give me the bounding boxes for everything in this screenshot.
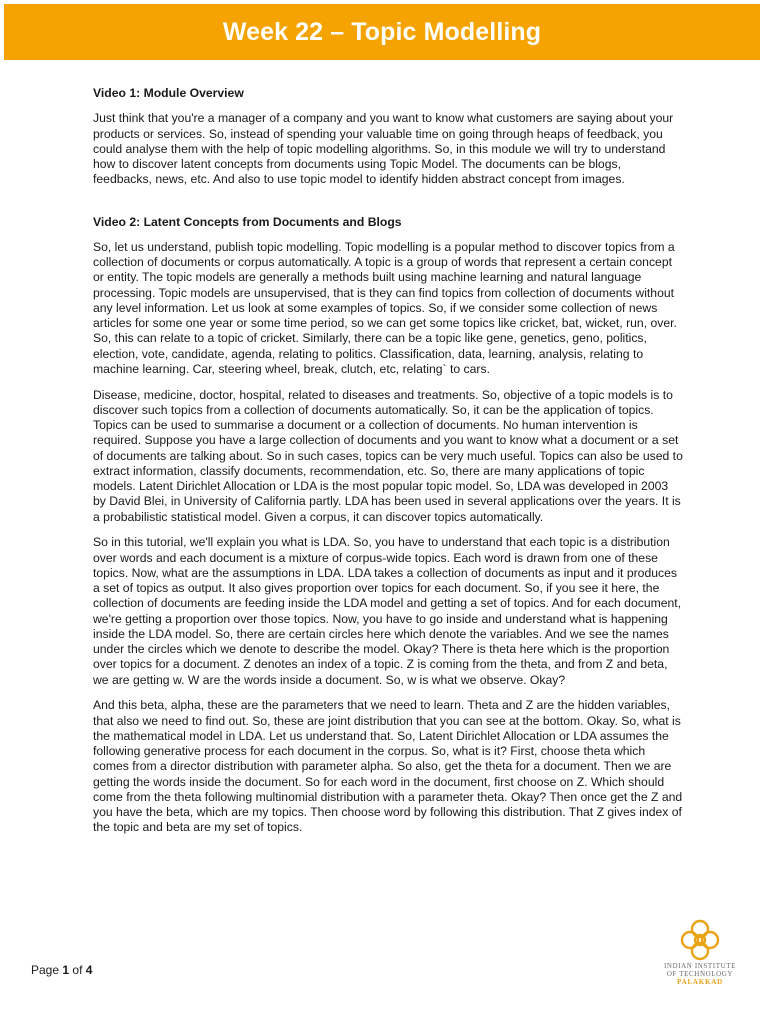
paragraph: So in this tutorial, we'll explain you what is LDA. So, you have to understand that each topic is a distribution over words and each document is a mixture of corpus-wide topics. Each word is drawn from one of these topics. Now, what are the assumptions in LDA. LDA takes a collection of documents as input and it produces a set of topics as output. It also gives proportion over topics for each document. So, if you see it here, the collection of documents are feeding inside the LDA model and getting a set of topics. And for each document, we're getting a proportion over those topics. Now, you have to go inside and understand what is happening inside the LDA model. So, there are certain circles here which denote the variables. And we see the names under the circles which we denote to describe the model. Okay? There is theta here which is the proportion over topics for a document. Z denotes an index of a topic. Z is coming from the theta, and from Z and beta, we are getting w. W are the words inside a document. So, w is what we observe. Okay? [93, 535, 682, 687]
title-banner [4, 4, 760, 60]
logo-line-1: INDIAN INSTITUTE [663, 962, 736, 970]
logo-line-3: PALAKKAD [677, 978, 723, 986]
section-heading-video-2: Video 2: Latent Concepts from Documents and Blogs [93, 214, 402, 229]
page-number [31, 963, 92, 977]
page-title: Week 22 – Topic Modelling [222, 17, 542, 46]
page-total: 4 [85, 963, 93, 977]
page-of: of [72, 963, 83, 977]
logo-line-2: OF TECHNOLOGY [666, 970, 734, 978]
paragraph: Disease, medicine, doctor, hospital, related to diseases and treatments. So, objective of a topic models is to discover such topics from a collection of documents automatically. So, it can be the application of topics. Topics can be used to summarise a document or a collection of documents. No human intervention is required. Suppose you have a large collection of documents and you want to know what a document or a set of documents are talking about. So in such cases, topics can be very much useful. Topics can also be used to extract information, classify documents, recommendation, etc. So, there are many applications of topic models. Latent Dirichlet Allocation or LDA is the most popular topic model. So, LDA was developed in 2003 by David Blei, in University of California partly. LDA has been used in several applications over the years. It is a probabilistic statistical model. Given a corpus, it can discover topics automatically. [93, 387, 683, 524]
section-heading-video-1: Video 1: Module Overview [93, 86, 244, 100]
paragraph: So, let us understand, publish topic modelling. Topic modelling is a popular method to discover topics from a collection of documents or corpus automatically. A topic is a group of words that represent a certain concept or entity. The topic models are generally a methods built using machine learning and natural language processing. Topic models are unsupervised, that is they can find topics from collection of documents without any level information. Let us look at some examples of topics. So, if we consider some collection of news articles for some one year or some time period, so we can get some topics like cricket, bat, wicket, run, over. So, this can relate to a topic of cricket. Similarly, there can be a topic like gene, genetics, geno, politics, election, vote, candidate, agenda, relating to politics. Classification, data, learning, analysis, relating to machine learning. Car, steering wheel, break, clutch, etc, relating` to cars. [93, 239, 677, 376]
knot-emblem-icon [676, 918, 724, 962]
document-body [93, 86, 683, 846]
paragraph: Just think that you're a manager of a company and you want to know what customers are saying about your products or services. So, instead of spending your valuable time on going through heaps of feedback, you could analyse them with the help of topic modelling algorithms. So, in this module we will try to understand how to discover latent concepts from documents using Topic Model. The documents can be blogs, feedbacks, news, etc. And also to use topic model to identify hidden abstract concept from images. [93, 111, 674, 187]
page-prefix: Page [31, 963, 60, 977]
paragraph: And this beta, alpha, these are the parameters that we need to learn. Theta and Z are the hidden variables, that also we need to find out. So, these are joint distribution that you can see at the bottom. Okay. So, what is the mathematical model in LDA. Let us understand that. So, Latent Dirichlet Allocation or LDA assumes the following generative process for each document in the corpus. So, what is it? First, choose theta which comes from a director distribution with parameter alpha. So also, get the theta for a document. Then we are getting the words inside the document. So for each word in the document, first choose on Z. Which should come from the theta following multinomial distribution with a parameter theta. Okay? Then once get the Z and you have the beta, which are my topics. Then choose word by following this distribution. That Z gives index of the topic and beta are my set of topics. [93, 698, 683, 835]
page-current: 1 [62, 963, 70, 977]
institute-logo [660, 918, 740, 998]
